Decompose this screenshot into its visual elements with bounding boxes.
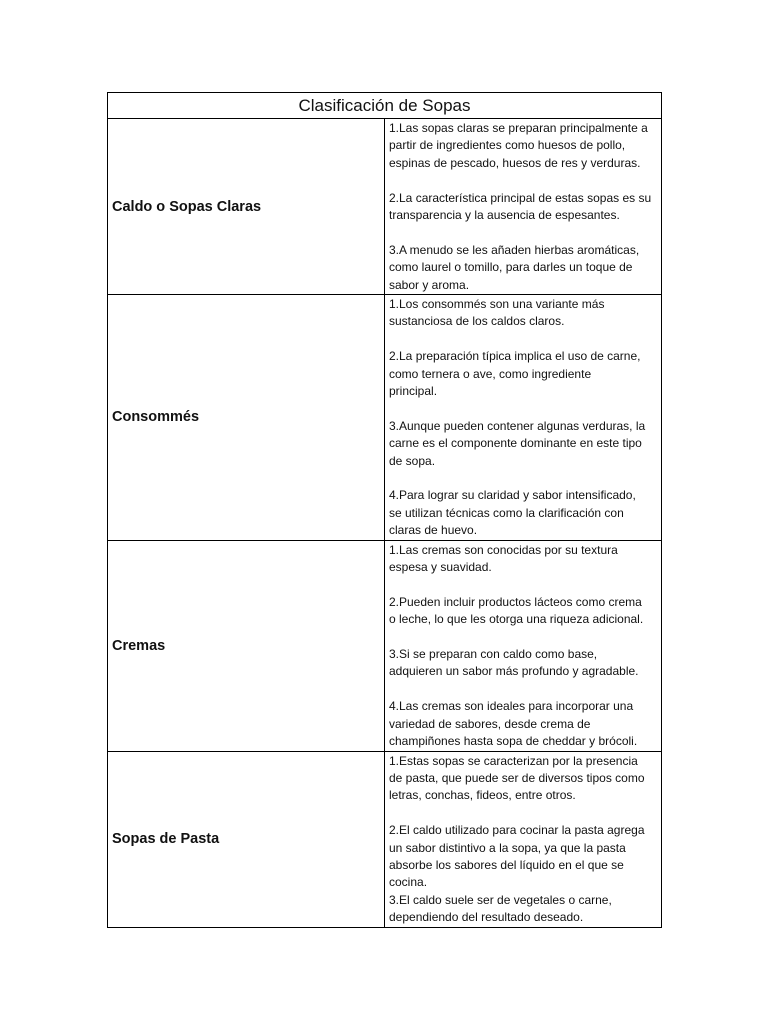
- table-title: Clasificación de Sopas: [108, 93, 662, 119]
- category-cremas: Cremas: [108, 540, 385, 751]
- description-item: 2.Pueden incluir productos lácteos como crema o leche, lo que les otorga una riqueza adicional.: [389, 594, 644, 627]
- table-row: [108, 295, 662, 541]
- table-title-row: [108, 93, 662, 119]
- description-item: 4.Las cremas son ideales para incorporar una variedad de sabores, desde crema de champiñones hasta sopa de cheddar y brócoli.: [389, 699, 638, 749]
- description-item: 3.Aunque pueden contener algunas verduras, la carne es el componente dominante en este tipo de sopa.: [389, 418, 646, 468]
- description-item: 1.Las cremas son conocidas por su textura espesa y suavidad.: [389, 542, 618, 575]
- description-caldo: [385, 119, 662, 295]
- description-item: 2.La característica principal de estas sopas es su transparencia y la ausencia de espesantes.: [389, 190, 652, 223]
- description-item: 3.Si se preparan con caldo como base, adquieren un sabor más profundo y agradable.: [389, 647, 639, 679]
- category-consommes: Consommés: [108, 295, 385, 541]
- description-item: 4.Para lograr su claridad y sabor intensificado, se utilizan técnicas como la clarificación con claras de huevo.: [389, 488, 636, 538]
- description-item: 1.Los consommés son una variante más sustanciosa de los caldos claros.: [389, 297, 605, 329]
- description-item: 2.El caldo utilizado para cocinar la pasta agrega un sabor distintivo a la sopa, ya que la pasta absorbe los sabores del líquido en el que se cocina.: [389, 823, 645, 890]
- description-item: 1.Las sopas claras se preparan principalmente a partir de ingredientes como huesos de pollo, espinas de pescado, huesos de res y verduras.: [389, 121, 648, 170]
- table-row: [108, 751, 662, 927]
- description-cremas: [385, 540, 662, 751]
- category-pasta: Sopas de Pasta: [108, 751, 385, 927]
- description-pasta: [385, 751, 662, 927]
- description-consommes: [385, 295, 662, 541]
- description-item: 1.Estas sopas se caracterizan por la presencia de pasta, que puede ser de diversos tipos como letras, conchas, fideos, entre otros.: [389, 753, 645, 803]
- soup-classification-table: [107, 92, 662, 928]
- table-row: [108, 119, 662, 295]
- category-caldo: Caldo o Sopas Claras: [108, 119, 385, 295]
- table-row: [108, 540, 662, 751]
- description-item: 3.A menudo se les añaden hierbas aromáticas, como laurel o tomillo, para darles un toque de sabor y aroma.: [389, 242, 640, 292]
- description-item: 3.El caldo suele ser de vegetales o carne, dependiendo del resultado deseado.: [389, 892, 612, 925]
- description-item: 2.La preparación típica implica el uso de carne, como ternera o ave, como ingrediente principal.: [389, 349, 641, 399]
